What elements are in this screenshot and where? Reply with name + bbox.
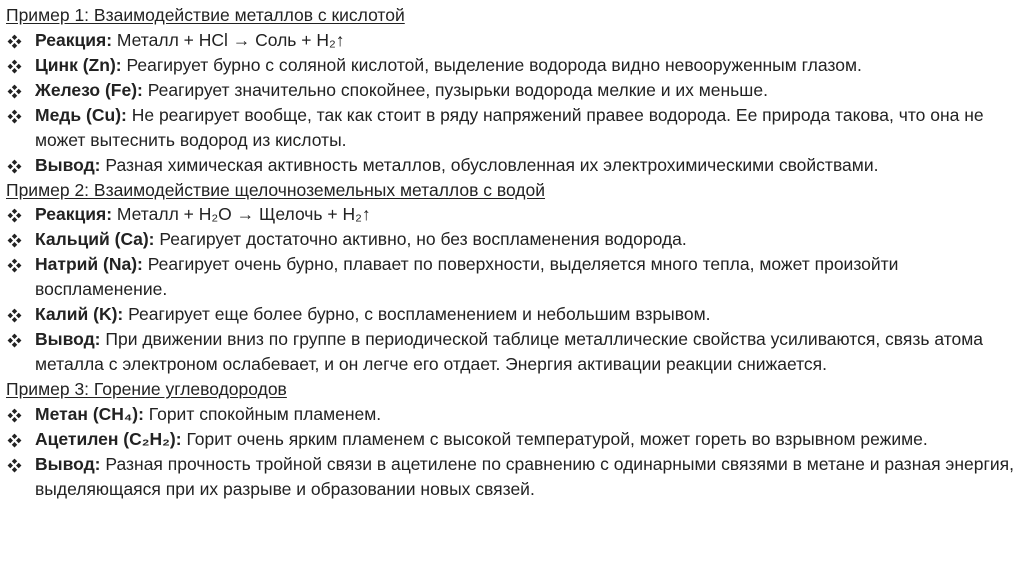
item-label: Цинк (Zn): (35, 54, 122, 75)
diamond-bullet-icon (7, 84, 22, 99)
list-item (6, 327, 1018, 377)
slide-content (6, 3, 1018, 502)
item-text: Металл + H₂O → Щелочь + H₂↑ (112, 204, 371, 224)
list-item (6, 103, 1018, 153)
diamond-bullet-icon (7, 458, 22, 473)
item-text: При движении вниз по группе в периодической таблице металлические свойства усиливаются, связь атома металла с электроном ослабевает, и он легче его отдает. Энергия активации реакции снижается. (35, 329, 984, 374)
item-text: Горит спокойным пламенем. (143, 403, 382, 424)
item-text: Металл + HCl → Соль + H₂↑ (112, 29, 345, 50)
item-text: Горит очень ярким пламенем с высокой температурой, может гореть во взрывном режиме. (181, 428, 928, 449)
diamond-bullet-icon (7, 333, 22, 348)
item-text: Реагирует очень бурно, плавает по поверхности, выделяется много тепла, может произойти воспламенение. (35, 254, 899, 299)
item-label: Натрий (Na): (35, 254, 143, 274)
item-label: Реакция: (35, 29, 113, 50)
item-label: Метан (CH₄): (35, 403, 144, 424)
diamond-bullet-icon (7, 308, 22, 323)
item-label: Калий (K): (35, 304, 124, 324)
list-item (6, 78, 1018, 103)
item-label: Вывод: (35, 453, 101, 474)
list-item (6, 427, 1018, 452)
list-item (6, 252, 1018, 302)
list-item (6, 452, 1018, 502)
item-label: Вывод: (35, 329, 101, 349)
list-item (6, 302, 1018, 327)
item-text: Реагирует достаточно активно, но без воспламенения водорода. (154, 229, 687, 249)
item-text: Разная химическая активность металлов, обусловленная их электрохимическими свойствами. (100, 154, 879, 175)
section-heading: Пример 2: Взаимодействие щелочноземельных металлов с водой (6, 179, 546, 200)
diamond-bullet-icon (7, 258, 22, 273)
item-label: Железо (Fe): (35, 79, 143, 100)
item-label: Медь (Cu): (35, 104, 127, 125)
list-item (6, 227, 1018, 252)
diamond-bullet-icon (7, 433, 22, 448)
item-text: Разная прочность тройной связи в ацетилене по сравнению с одинарными связями в метане и разная энергия, выделяющаяся при их разрыве и образовании новых связей. (35, 453, 1014, 499)
diamond-bullet-icon (7, 109, 22, 124)
item-label: Реакция: (35, 204, 113, 224)
list-item (6, 402, 1018, 427)
item-text: Не реагирует вообще, так как стоит в ряду напряжений правее водорода. Ее природа такова, что она не может вытеснить водород из кислоты. (35, 104, 984, 150)
item-label: Вывод: (35, 154, 101, 175)
diamond-bullet-icon (7, 159, 22, 174)
list-item (6, 153, 1018, 178)
diamond-bullet-icon (7, 59, 22, 74)
item-label: Ацетилен (C₂H₂): (35, 428, 182, 449)
list-item (6, 28, 1018, 53)
section-heading: Пример 1: Взаимодействие металлов с кислотой (6, 5, 405, 25)
diamond-bullet-icon (7, 208, 22, 223)
item-text: Реагирует еще более бурно, с воспламенением и небольшим взрывом. (123, 304, 711, 324)
diamond-bullet-icon (7, 233, 22, 248)
item-text: Реагирует бурно с соляной кислотой, выделение водорода видно невооруженным глазом. (121, 54, 862, 75)
item-label: Кальций (Ca): (35, 229, 155, 249)
item-text: Реагирует значительно спокойнее, пузырьки водорода мелкие и их меньше. (142, 79, 768, 100)
section-heading: Пример 3: Горение углеводородов (6, 379, 287, 399)
list-item (6, 53, 1018, 78)
list-item (6, 202, 1018, 227)
diamond-bullet-icon (7, 408, 22, 423)
diamond-bullet-icon (7, 34, 22, 49)
